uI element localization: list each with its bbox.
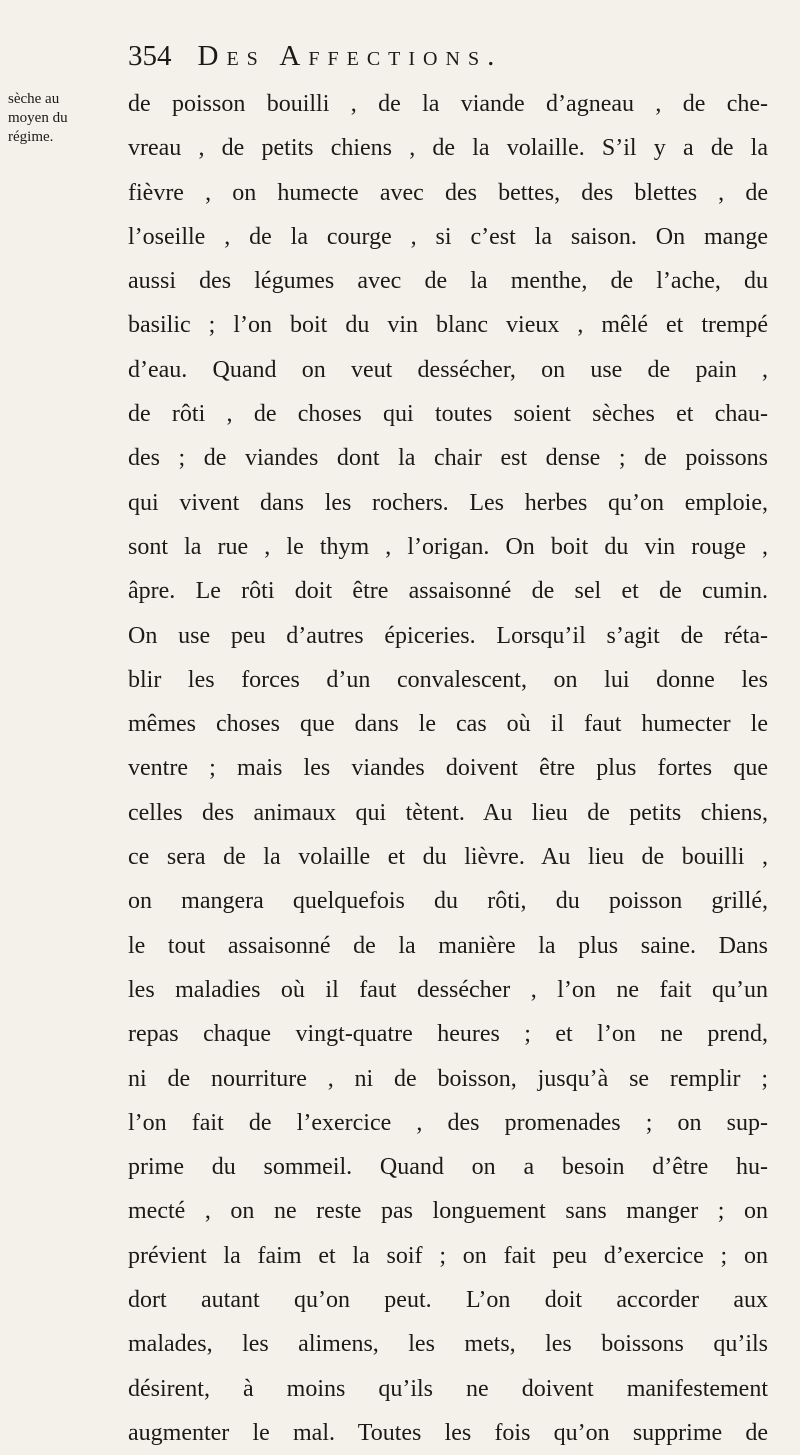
text-line: repas chaque vingt-quatre heures ; et l’on ne prend, (128, 1021, 768, 1048)
text-line: qui vivent dans les rochers. Les herbes qu’on emploie, (128, 489, 768, 516)
text-line: aussi des légumes avec de la menthe, de l’ache, du (128, 268, 768, 295)
text-line: prime du sommeil. Quand on a besoin d’être hu- (128, 1154, 768, 1181)
page-number: 354 (128, 40, 172, 72)
text-line: de poisson bouilli , de la viande d’agneau , de che- (128, 91, 768, 117)
text-line: des ; de viandes dont la chair est dense ; de poissons (128, 445, 768, 472)
margin-note (8, 90, 120, 147)
text-line: fièvre , on humecte avec des bettes, des blettes , de (128, 179, 768, 206)
text-line: mecté , on ne reste pas longuement sans manger ; on (128, 1198, 768, 1225)
text-line: on mangera quelquefois du rôti, du poisson grillé, (128, 888, 768, 915)
text-line: blir les forces d’un convalescent, on lui donne les (128, 666, 768, 693)
text-line: les maladies où il faut dessécher , l’on ne fait qu’un (128, 976, 768, 1003)
margin-note-line: sèche au (8, 91, 60, 107)
text-line: l’on fait de l’exercice , des promenades ; on sup- (128, 1109, 768, 1136)
running-title: Des Affections. (197, 40, 503, 72)
text-line: vreau , de petits chiens , de la volaille. S’il y a de la (128, 135, 768, 162)
text-line: mêmes choses que dans le cas où il faut humecter le (128, 711, 768, 738)
margin-note-line: régime. (8, 129, 54, 145)
text-line: prévient la faim et la soif ; on fait peu d’exercice ; on (128, 1242, 768, 1269)
text-line: dort autant qu’on peut. L’on doit accorder aux (128, 1287, 768, 1314)
text-line: On use peu d’autres épiceries. Lorsqu’il s’agit de réta- (128, 622, 768, 649)
text-line: le tout assaisonné de la manière la plus saine. Dans (128, 932, 768, 959)
text-line: ventre ; mais les viandes doivent être plus fortes que (128, 755, 768, 782)
text-line: basilic ; l’on boit du vin blanc vieux , mêlé et trempé (128, 312, 768, 339)
text-line: âpre. Le rôti doit être assaisonné de sel et de cumin. (128, 578, 768, 605)
text-line: celles des animaux qui tètent. Au lieu de petits chiens, (128, 799, 768, 826)
text-line: de rôti , de choses qui toutes soient sèches et chau- (128, 401, 768, 428)
body-text (128, 82, 768, 1455)
text-line: ce sera de la volaille et du lièvre. Au lieu de bouilli , (128, 844, 768, 871)
margin-note-line: moyen du (8, 110, 68, 126)
text-line: désirent, à moins qu’ils ne doivent manifestement (128, 1375, 768, 1402)
text-line: d’eau. Quand on veut dessécher, on use de pain , (128, 356, 768, 383)
text-line: ni de nourriture , ni de boisson, jusqu’à se remplir ; (128, 1065, 768, 1092)
text-line: l’oseille , de la courge , si c’est la saison. On mange (128, 223, 768, 250)
running-head (128, 40, 502, 84)
text-line: sont la rue , le thym , l’origan. On boit du vin rouge , (128, 533, 768, 560)
text-line: malades, les alimens, les mets, les boissons qu’ils (128, 1331, 768, 1358)
text-line: augmenter le mal. Toutes les fois qu’on supprime de (128, 1419, 768, 1446)
